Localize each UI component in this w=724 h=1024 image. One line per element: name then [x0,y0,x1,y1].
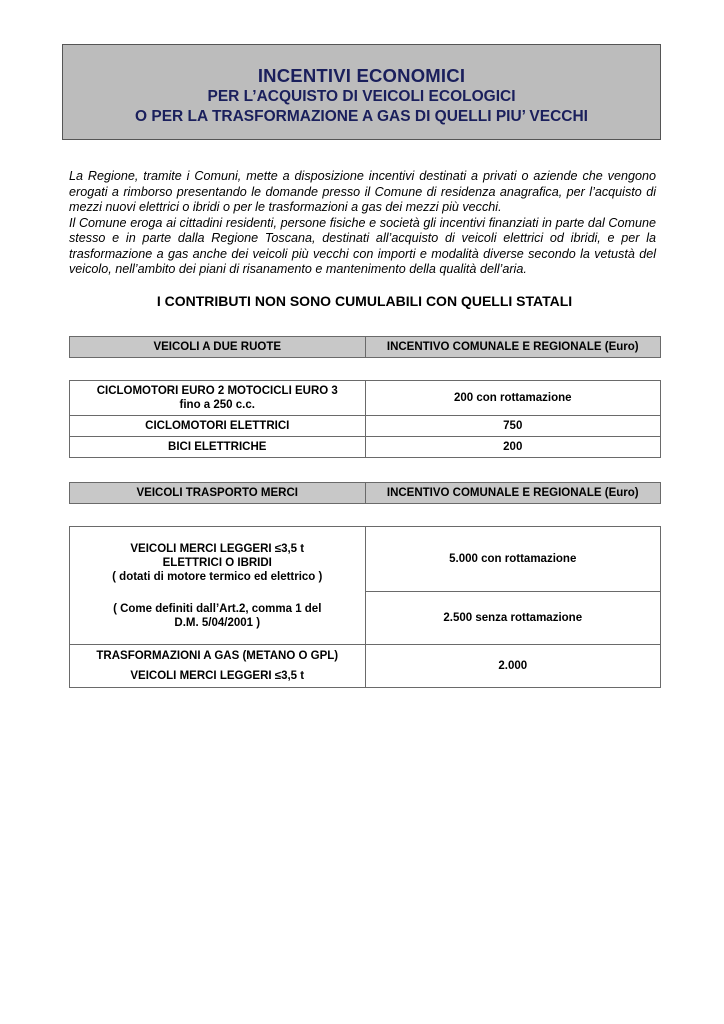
vehicle-line: fino a 250 c.c. [179,399,255,411]
table-row [70,527,661,592]
vehicle-line: VEICOLI MERCI LEGGERI ≤3,5 t [130,670,305,682]
table-row [70,437,661,458]
page-title: INCENTIVI ECONOMICI [257,65,466,86]
goods-table-header [69,482,661,504]
two-wheels-table [69,380,661,458]
vehicle-line: ( dotati di motore termico ed elettrico ) [112,570,323,583]
page-subtitle-line2: O PER LA TRASFORMAZIONE A GAS DI QUELLI PIU’ VECCHI [135,108,588,125]
two-wheels-table-header [69,336,661,358]
goods-header-vehicle: VEICOLI TRASPORTO MERCI [70,483,366,504]
non-cumulative-notice: I CONTRIBUTI NON SONO CUMULABILI CON QUELLI STATALI [156,293,573,309]
page-subtitle-line1: PER L’ACQUISTO DI VEICOLI ECOLOGICI [207,88,516,105]
header-banner [62,44,661,140]
incentive-cell: 5.000 con rottamazione [365,527,661,592]
incentive-cell: 750 [365,416,661,437]
vehicle-line: VEICOLI MERCI LEGGERI ≤3,5 t [130,542,305,555]
intro-text [69,169,656,278]
two-wheels-header-incentive: INCENTIVO COMUNALE E REGIONALE (Euro) [365,337,661,358]
table-row [70,645,661,688]
vehicle-cell [70,381,366,416]
vehicle-cell: BICI ELETTRICHE [70,437,366,458]
goods-table [69,526,661,688]
vehicle-line: ( Come definiti dall’Art.2, comma 1 del [113,602,322,615]
table-row [70,416,661,437]
vehicle-line: TRASFORMAZIONI A GAS (METANO O GPL) [96,650,339,662]
two-wheels-header-vehicle: VEICOLI A DUE RUOTE [70,337,366,358]
incentive-cell: 2.000 [365,645,661,688]
vehicle-cell [70,527,366,645]
vehicle-cell [70,645,366,688]
vehicle-line: CICLOMOTORI EURO 2 MOTOCICLI EURO 3 [96,385,338,397]
vehicle-cell: CICLOMOTORI ELETTRICI [70,416,366,437]
vehicle-line: D.M. 5/04/2001 ) [174,616,261,629]
vehicle-line: ELETTRICI O IBRIDI [162,556,272,569]
table-row [70,381,661,416]
incentive-cell: 2.500 senza rottamazione [365,592,661,645]
intro-paragraph-1: La Regione, tramite i Comuni, mette a disposizione incentivi destinati a privati o aziende che vengono erogati a rimborso presentando le domande presso il Comune di residenza anagrafica, per l’acquisto di mezzi nuovi elettrici o ibridi o per le trasformazioni a gas dei mezzi più vecchi. [69,169,656,214]
incentive-cell: 200 [365,437,661,458]
goods-header-incentive: INCENTIVO COMUNALE E REGIONALE (Euro) [365,483,661,504]
incentive-cell: 200 con rottamazione [365,381,661,416]
intro-paragraph-2: Il Comune eroga ai cittadini residenti, persone fisiche e società gli incentivi finanziati in parte dal Comune stesso e in parte dalla Regione Toscana, destinati all’acquisto di veicoli elettrici od ibridi, e per la trasformazione a gas anche dei veicoli più vecchi con importi e modalità diverse secondo la vetustà del veicolo, nell’ambito dei piani di risanamento e mantenimento della qualità dell’aria. [69,215,656,276]
